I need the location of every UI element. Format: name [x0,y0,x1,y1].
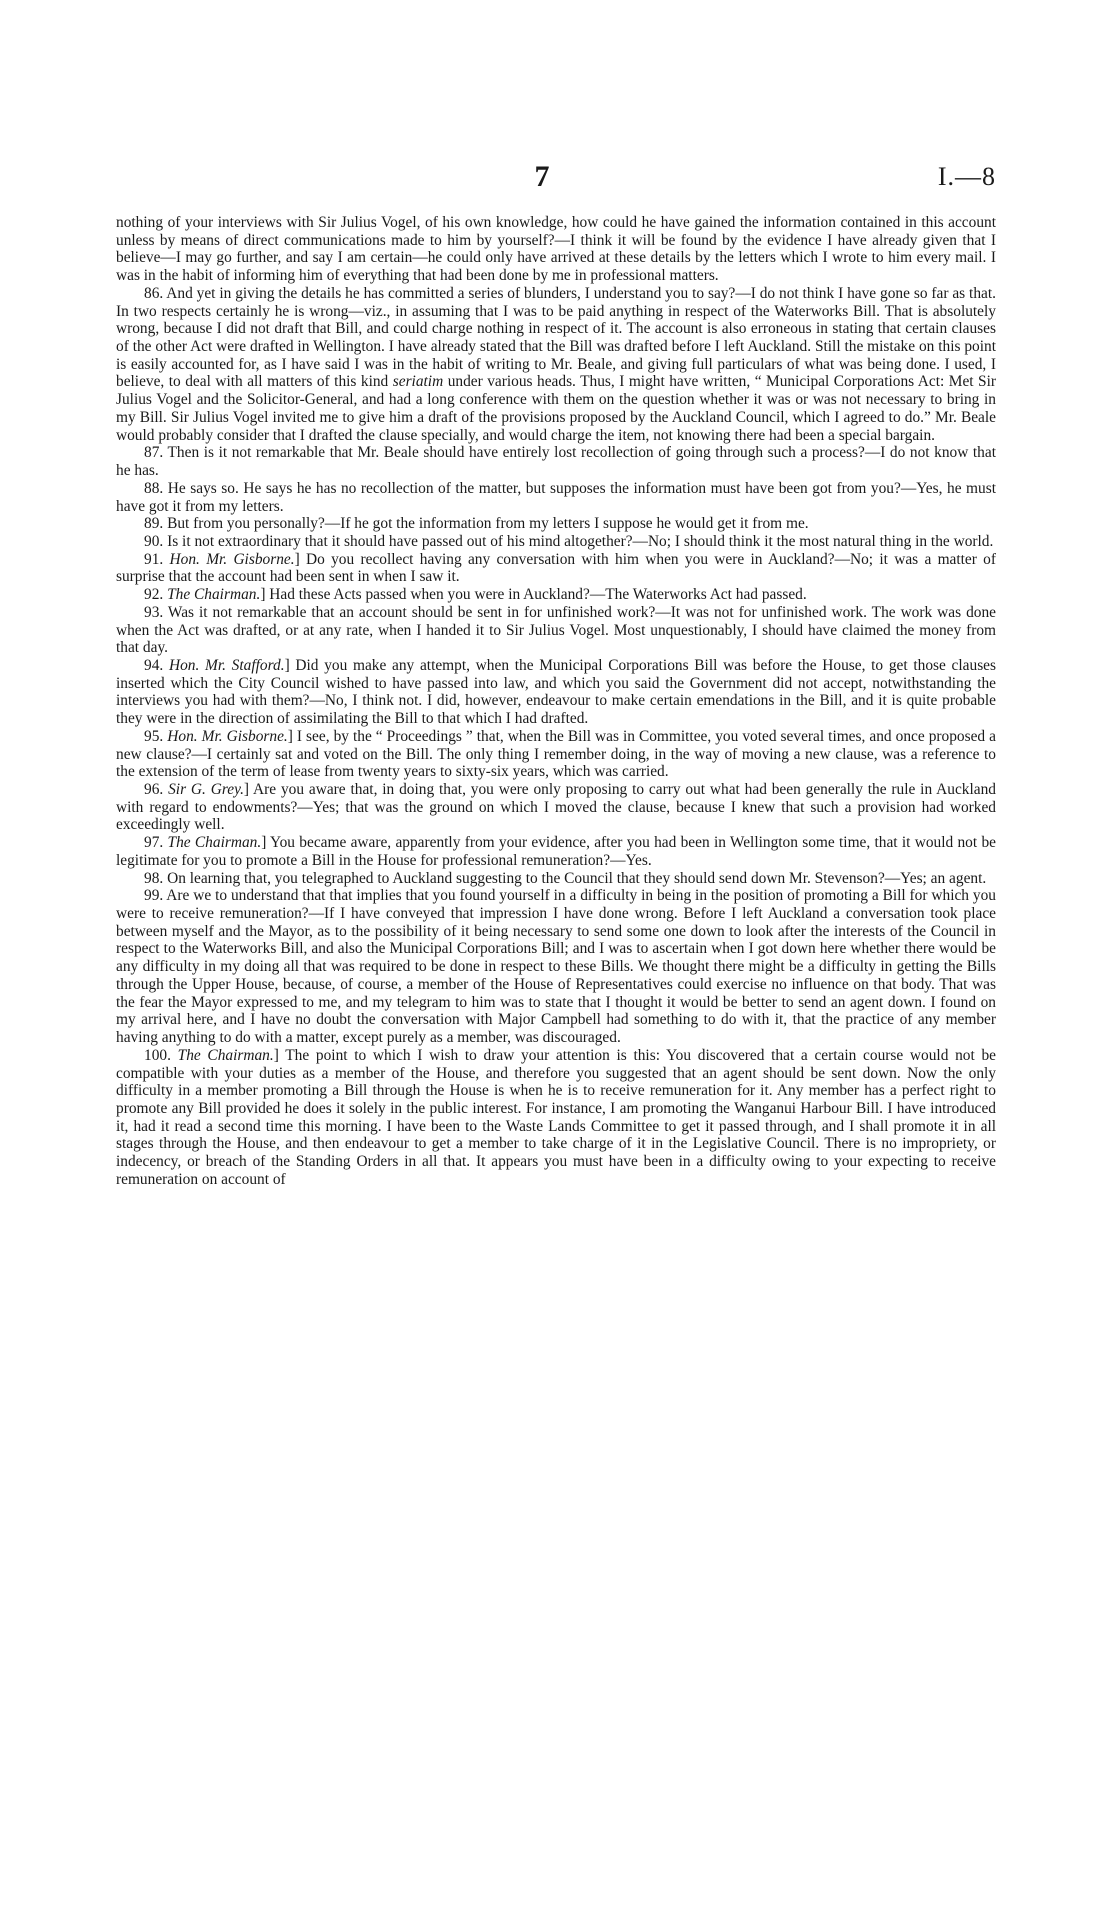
speaker-name: Hon. Mr. Gisborne. [169,550,295,568]
body-text [116,214,996,1189]
paragraph-text: 86. And yet in giving the details he has committed a series of blunders, I understand you to say?—I do not think I have gone so far as that. In two respects certainly he is wrong—viz., in assuming that I was to be paid anything in respect of the Waterworks Bill. That is absolutely wrong, because I did not draft that Bill, and could charge nothing in respect of it. The account is also erroneous in stating that certain clauses of the other Act were drafted in Wellington. I have already stated that the Bill was drafted before I left Auckland. Still the mistake on this point is easily accounted for, as I have said I was in the habit of writing to Mr. Beale, and giving full particulars of what was being done. I used, I believe, to deal with all matters of this kind [116,284,996,391]
speaker-name: Sir G. Grey. [168,781,244,798]
paragraph [116,285,996,444]
italic-term: seriatim [392,373,444,391]
page-number: 7 [534,160,550,193]
page-header [0,160,1114,196]
speaker-name: The Chairman. [167,834,262,852]
paragraph [116,1047,996,1189]
paragraph-text: under various heads. Thus, I might have written, “ Municipal Corporations Act: Met Sir Julius Vogel and the Solicitor-General, and had a long conference with them on the question whether it was or was not necessary to bring in my Bill. Sir Julius Vogel invited me to give him a draft of the provisions proposed by the Auckland Council, which I agreed to do.” Mr. Beale would probably consider that I drafted the clause specially, and would charge the item, not knowing there had been a special bargain. [116,373,997,444]
paragraph-text: ] Did you make any attempt, when the Municipal Corporations Bill was before the House, to get those clauses inserted which the City Council wished to have passed into law, and which you said the Government did not accept, notwithstanding the interviews you had with them?—No, I think not. I did, however, endeavour to make certain emendations in the Bill, and it is quite probable they were in the direction of assimilating the Bill to that which I had drafted. [116,656,996,728]
paragraph-number: 92. [144,586,168,604]
paragraph [116,515,996,533]
paragraph-text: 98. On learning that, you telegraphed to Auckland suggesting to the Council that they should send down Mr. Stevenson?—Yes; an agent. [144,869,987,887]
paragraph-text: 99. Are we to understand that that implies that you found yourself in a difficulty in being in the position of promoting a Bill for which you were to receive remuneration?—If I have conveyed that impression I have done wrong. Before I left Auckland a conversation took place between myself and the Mayor, as to the possibility of it being necessary to send some one down to look after the interests of the Council in respect to the Waterworks Bill, and also the Municipal Corporations Bill; and I was to ascertain when I got down here whether there would be any difficulty in my doing all that was required to be done in respect to these Bills. We thought there might be a difficulty in getting the Bills through the Upper House, because, of course, a member of the House of Representatives could exercise no influence on that body. That was the fear the Mayor expressed to me, and my telegram to him was to state that I thought it would be better to send an agent down. I found on my arrival here, and I have no doubt the conversation with Major Campbell had something to do with it, that the practice of any member having anything to do with a matter, except purely as a member, was discouraged. [116,887,996,1047]
paragraph [116,657,996,728]
paragraph-text: ] The point to which I wish to draw your attention is this: You discovered that a certain course would not be compatible with your duties as a member of the House, and therefore you suggested that an agent should be sent down. Now the only difficulty in a member promoting a Bill through the House is when he is to receive remuneration for it. Any member has a perfect right to promote any Bill provided he does it solely in the public interest. For instance, I am promoting the Wanganui Harbour Bill. I have introduced it, had it read a second time this morning. I have been to the Waste Lands Committee to get it passed through, and I shall promote it in all stages through the House, and then endeavour to get a member to take charge of it in the Legislative Council. There is no impropriety, or indecency, or breach of the Standing Orders in all that. It appears you must have been in a difficulty owing to your expecting to receive remuneration on account of [116,1046,996,1188]
paragraph [116,834,996,869]
paragraph [116,214,996,285]
paragraph-number: 97. [144,834,168,852]
speaker-name: Hon. Mr. Gisborne. [167,727,288,745]
paragraph [116,781,996,834]
paragraph [116,604,996,657]
paragraph-number: 94. [144,656,169,674]
paragraph-text: 90. Is it not extraordinary that it should have passed out of his mind altogether?—No; I should think it the most natural thing in the world. [144,532,994,550]
paragraph [116,870,996,888]
paragraph-number: 96. [144,781,169,798]
paragraph-number: 95. [144,727,168,745]
paragraph-text: 93. Was it not remarkable that an account should be sent in for unfinished work?—It was not for unfinished work. The work was done when the Act was drafted, or at any rate, when I handed it to Sir Julius Vogel. Most unquestionably, I should have claimed the money from that day. [116,603,996,657]
paragraph [116,586,996,604]
paragraph-text: ] Are you aware that, in doing that, you were only proposing to carry out what had been generally the rule in Auckland with regard to endowments?—Yes; that was the ground on which I moved the clause, because I knew that such a provision had worked exceedingly well. [116,781,996,834]
paragraph [116,533,996,551]
paragraph [116,728,996,781]
speaker-name: The Chairman. [167,586,261,604]
speaker-name: Hon. Mr. Stafford. [168,656,285,674]
paragraph-text: 87. Then is it not remarkable that Mr. Beale should have entirely lost recollection of going through such a process?—I do not know that he has. [116,444,996,480]
paragraph [116,887,996,1046]
paragraph-text: ] You became aware, apparently from your evidence, after you had been in Wellington some time, that it would not be legitimate for you to promote a Bill in the House for professional remuneration?—Yes. [116,834,996,869]
speaker-name: The Chairman. [177,1046,274,1064]
paragraph [116,551,996,586]
paragraph-text: 88. He says so. He says he has no recollection of the matter, but supposes the information must have been got from you?—Yes, he must have got it from my letters. [116,479,996,515]
paragraph-text: nothing of your interviews with Sir Julius Vogel, of his own knowledge, how could he have gained the information contained in this account unless by means of direct communications made to him by yourself?—I think it will be found by the evidence I have already given that I believe—I may go further, and say I am certain—he could only have arrived at these details by the letters which I wrote to him every mail. I was in the habit of informing him of everything that had been done by me in professional matters. [116,214,996,285]
paragraph-number: 100. [144,1046,178,1064]
paragraph-text: ] Had these Acts passed when you were in Auckland?—The Waterworks Act had passed. [260,586,807,604]
document-reference: I.—8 [937,162,996,191]
paragraph-number: 91. [144,550,170,568]
paragraph [116,444,996,479]
paragraph-text: ] Do you recollect having any conversation with him when you were in Auckland?—No; it was a matter of surprise that the account had been sent in when I saw it. [116,550,996,586]
paragraph-text: ] I see, by the “ Proceedings ” that, when the Bill was in Committee, you voted several times, and once proposed a new clause?—I certainly sat and voted on the Bill. The only thing I remember doing, in the way of moving a new clause, was a reference to the extension of the term of lease from twenty years to sixty-six years, which was carried. [116,727,996,781]
paragraph-text: 89. But from you personally?—If he got the information from my letters I suppose he would get it from me. [144,515,809,533]
paragraph [116,480,996,515]
